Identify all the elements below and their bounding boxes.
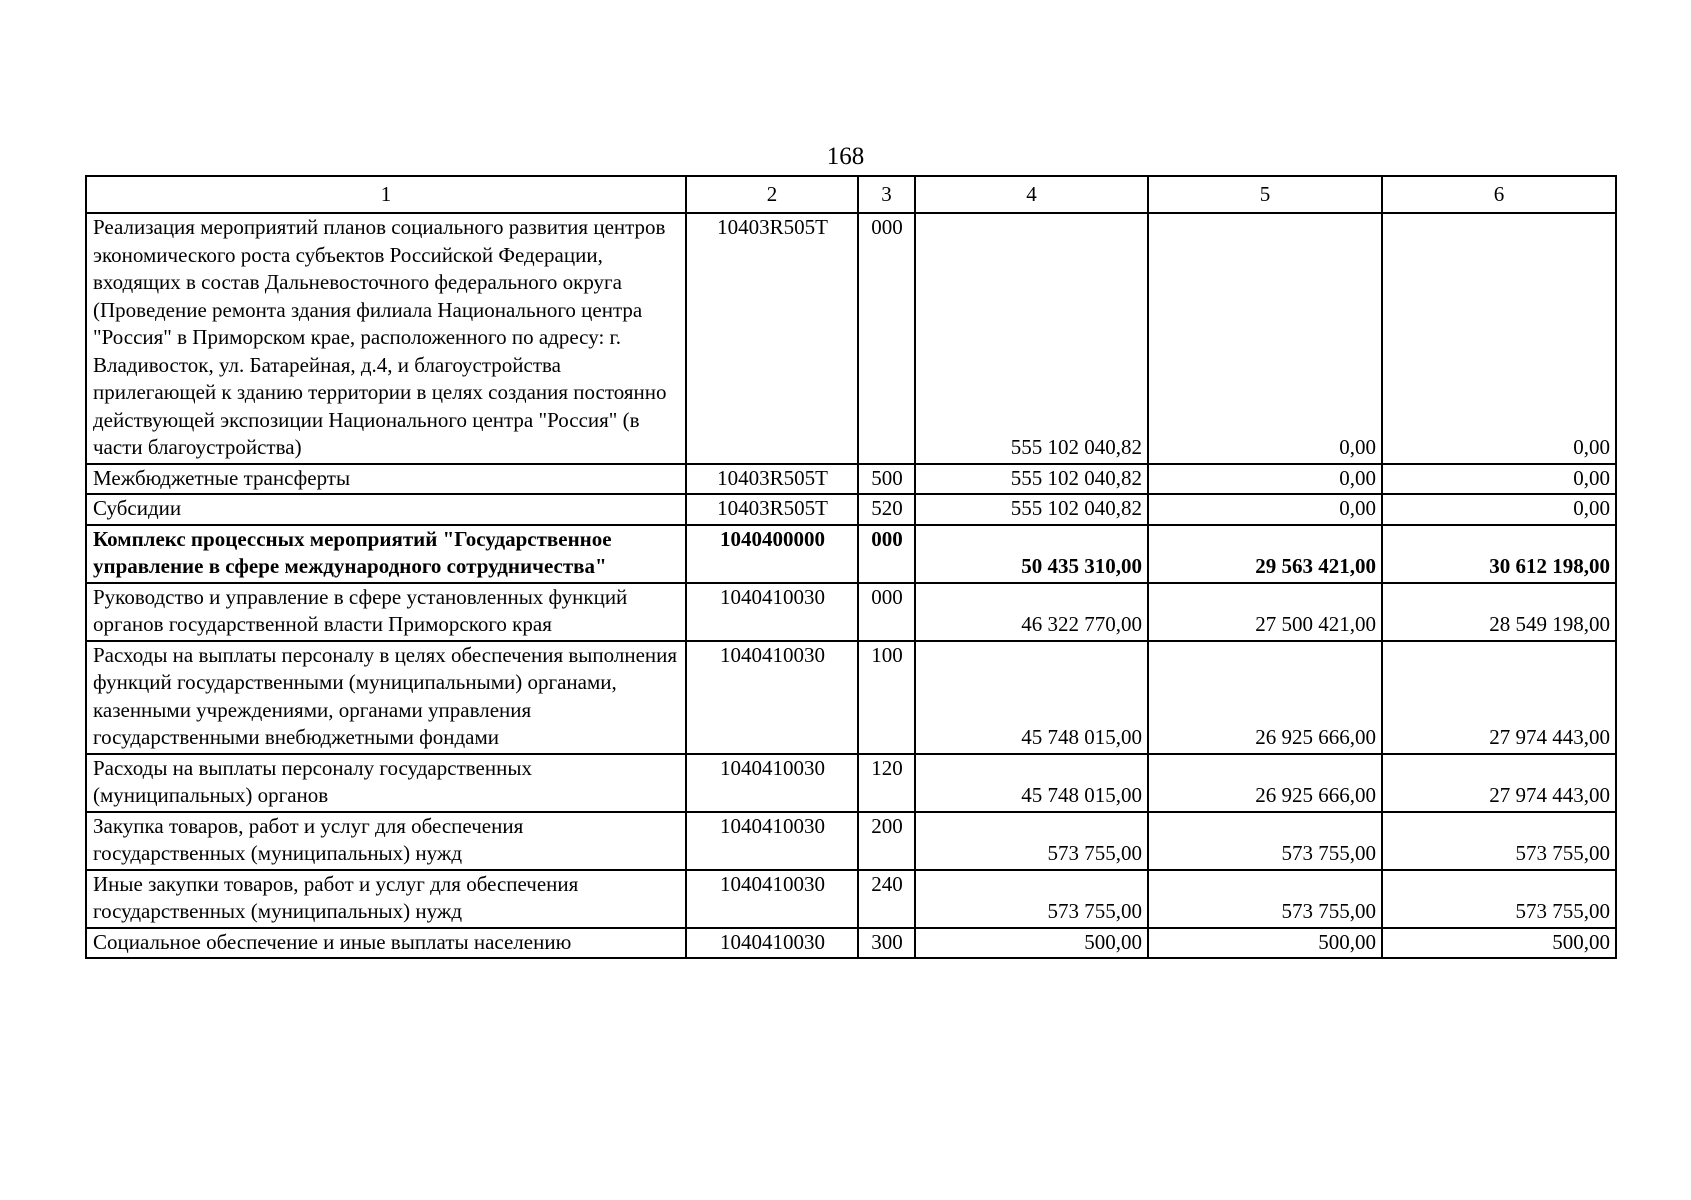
table-row — [86, 641, 1616, 754]
row-value-col4-cell: 45 748 015,00 — [915, 641, 1148, 754]
row-expense-type-cell: 100 — [858, 641, 915, 754]
row-value-col4-cell: 573 755,00 — [915, 812, 1148, 870]
row-value-col6-cell: 0,00 — [1382, 464, 1616, 495]
table-header-row — [86, 176, 1616, 213]
row-expense-type-cell: 120 — [858, 754, 915, 812]
row-value-col5-cell: 0,00 — [1148, 213, 1382, 464]
header-cell-4: 4 — [915, 176, 1148, 213]
row-expense-type-cell: 000 — [858, 213, 915, 464]
row-code-cell: 1040410030 — [686, 583, 858, 641]
row-name-cell: Иные закупки товаров, работ и услуг для обеспечения государственных (муниципальных) нужд — [86, 870, 686, 928]
row-value-col5-cell: 27 500 421,00 — [1148, 583, 1382, 641]
row-value-col4-cell: 555 102 040,82 — [915, 464, 1148, 495]
row-value-col5-cell: 573 755,00 — [1148, 870, 1382, 928]
row-name-cell: Расходы на выплаты персоналу в целях обеспечения выполнения функций государственными (муниципальными) органами, казенными учреждениями, органами управления государственными внебюджетными фондами — [86, 641, 686, 754]
page-number: 168 — [826, 143, 865, 170]
row-name-cell: Закупка товаров, работ и услуг для обеспечения государственных (муниципальных) нужд — [86, 812, 686, 870]
row-name-cell: Руководство и управление в сфере установленных функций органов государственной власти Приморского края — [86, 583, 686, 641]
row-value-col5-cell: 29 563 421,00 — [1148, 525, 1382, 583]
table-row — [86, 754, 1616, 812]
row-value-col5-cell: 573 755,00 — [1148, 812, 1382, 870]
row-expense-type-cell: 300 — [858, 928, 915, 959]
row-value-col5-cell: 0,00 — [1148, 464, 1382, 495]
table-row — [86, 525, 1616, 583]
table-row — [86, 464, 1616, 495]
row-value-col6-cell: 500,00 — [1382, 928, 1616, 959]
row-code-cell: 10403R505T — [686, 494, 858, 525]
row-code-cell: 1040410030 — [686, 812, 858, 870]
row-value-col6-cell: 0,00 — [1382, 213, 1616, 464]
row-code-cell: 1040410030 — [686, 870, 858, 928]
budget-table — [85, 175, 1617, 959]
row-name-cell: Комплекс процессных мероприятий "Государственное управление в сфере международного сотрудничества" — [86, 525, 686, 583]
row-value-col4-cell: 573 755,00 — [915, 870, 1148, 928]
header-cell-1: 1 — [86, 176, 686, 213]
row-value-col4-cell: 46 322 770,00 — [915, 583, 1148, 641]
row-value-col4-cell: 45 748 015,00 — [915, 754, 1148, 812]
table-row — [86, 928, 1616, 959]
row-value-col6-cell: 30 612 198,00 — [1382, 525, 1616, 583]
row-value-col4-cell: 555 102 040,82 — [915, 213, 1148, 464]
row-name-cell: Межбюджетные трансферты — [86, 464, 686, 495]
row-code-cell: 1040410030 — [686, 928, 858, 959]
row-expense-type-cell: 520 — [858, 494, 915, 525]
row-code-cell: 10403R505T — [686, 464, 858, 495]
row-value-col6-cell: 28 549 198,00 — [1382, 583, 1616, 641]
row-name-cell: Реализация мероприятий планов социального развития центров экономического роста субъектов Российской Федерации, входящих в состав Дальневосточного федерального округа (Проведение ремонта здания филиала Национального центра "Россия" в Приморском крае, расположенного по адресу: г. Владивосток, ул. Батарейная, д.4, и благоустройства прилегающей к зданию территории в целях создания постоянно действующей экспозиции Национального центра "Россия" (в части благоустройства) — [86, 213, 686, 464]
row-code-cell: 1040410030 — [686, 641, 858, 754]
row-value-col5-cell: 26 925 666,00 — [1148, 641, 1382, 754]
row-value-col5-cell: 500,00 — [1148, 928, 1382, 959]
row-value-col4-cell: 50 435 310,00 — [915, 525, 1148, 583]
row-value-col6-cell: 27 974 443,00 — [1382, 754, 1616, 812]
row-code-cell: 1040410030 — [686, 754, 858, 812]
row-value-col4-cell: 500,00 — [915, 928, 1148, 959]
table-row — [86, 494, 1616, 525]
header-cell-5: 5 — [1148, 176, 1382, 213]
header-cell-6: 6 — [1382, 176, 1616, 213]
row-expense-type-cell: 200 — [858, 812, 915, 870]
row-expense-type-cell: 000 — [858, 583, 915, 641]
header-cell-2: 2 — [686, 176, 858, 213]
row-code-cell: 1040400000 — [686, 525, 858, 583]
row-expense-type-cell: 240 — [858, 870, 915, 928]
row-name-cell: Социальное обеспечение и иные выплаты населению — [86, 928, 686, 959]
table-row — [86, 213, 1616, 464]
table-row — [86, 583, 1616, 641]
row-value-col4-cell: 555 102 040,82 — [915, 494, 1148, 525]
row-code-cell: 10403R505T — [686, 213, 858, 464]
row-value-col6-cell: 0,00 — [1382, 494, 1616, 525]
table-row — [86, 812, 1616, 870]
row-expense-type-cell: 000 — [858, 525, 915, 583]
row-value-col6-cell: 573 755,00 — [1382, 812, 1616, 870]
row-name-cell: Расходы на выплаты персоналу государственных (муниципальных) органов — [86, 754, 686, 812]
row-value-col6-cell: 573 755,00 — [1382, 870, 1616, 928]
row-value-col6-cell: 27 974 443,00 — [1382, 641, 1616, 754]
table-row — [86, 870, 1616, 928]
row-expense-type-cell: 500 — [858, 464, 915, 495]
row-value-col5-cell: 0,00 — [1148, 494, 1382, 525]
row-value-col5-cell: 26 925 666,00 — [1148, 754, 1382, 812]
header-cell-3: 3 — [858, 176, 915, 213]
row-name-cell: Субсидии — [86, 494, 686, 525]
